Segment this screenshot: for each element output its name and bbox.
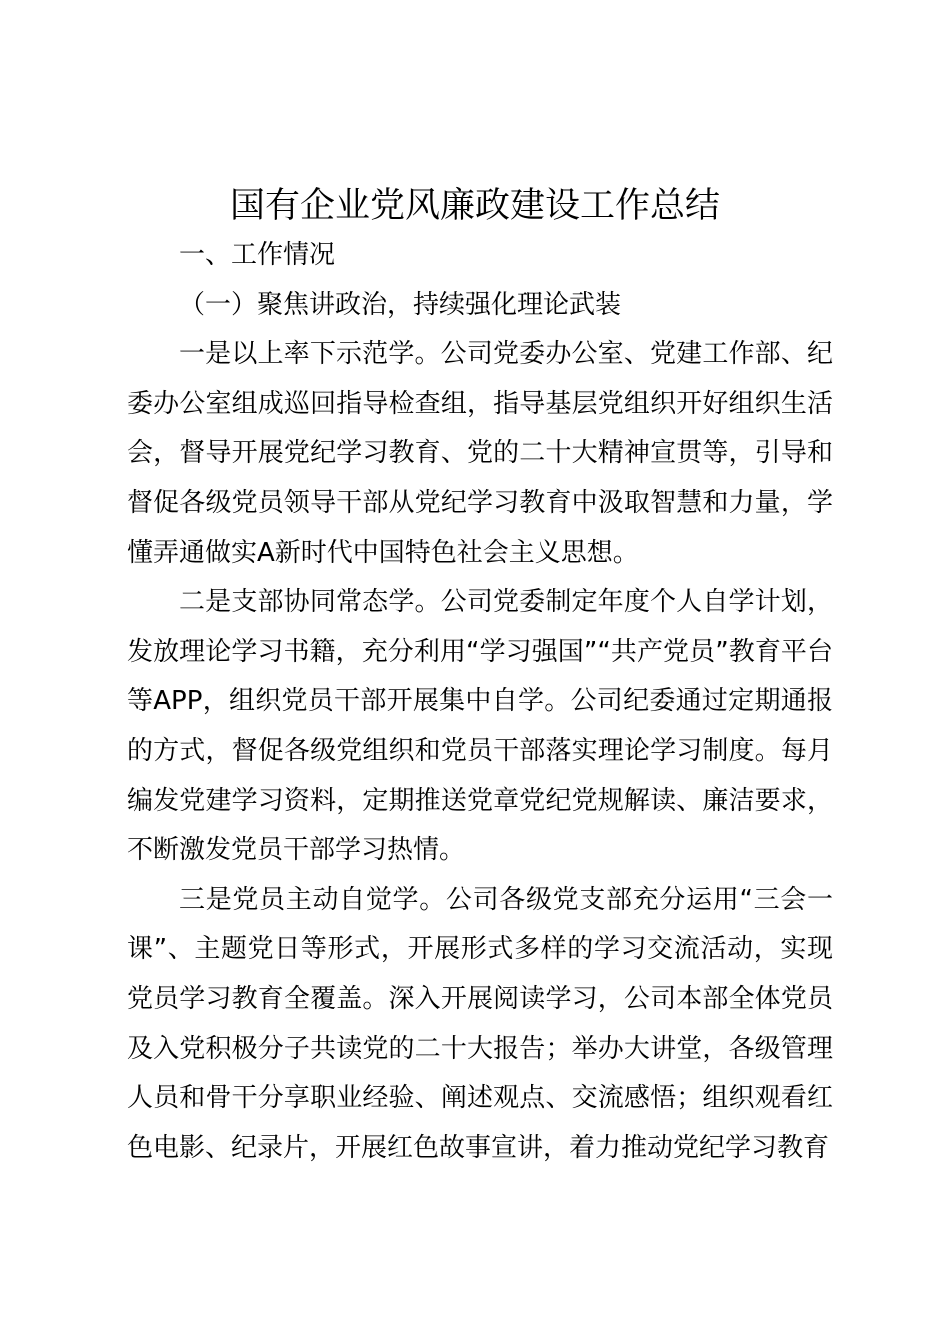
section-heading: 一、工作情况 — [179, 240, 336, 270]
paragraph-2: 二是支部协同常态学。公司党委制定年度个人自学计划，发放理论学习书籍，充分利用“学习强国”“共产党员”教育平台等APP，组织党员干部开展集中自学。公司纪委通过定期通报的方式，督促各级党组织和党员干部落实理论学习制度。每月编发党建学习资料，定期推送党章党纪党规解读、廉洁要求，不断激发党员干部学习热情。 — [127, 587, 833, 866]
paragraph-3: 三是党员主动自觉学。公司各级党支部充分运用“三会一课”、主题党日等形式，开展形式多样的学习交流活动，实现党员学习教育全覆盖。深入开展阅读学习，公司本部全体党员及入党积极分子共读党的二十大报告；举办大讲堂，各级管理人员和骨干分享职业经验、阐述观点、交流感悟；组织观看红色电影、纪录片，开展红色故事宣讲，着力推动党纪学习教育 — [127, 884, 833, 1163]
document-body — [127, 231, 833, 1173]
paragraph-1: 一是以上率下示范学。公司党委办公室、党建工作部、纪委办公室组成巡回指导检查组，指导基层党组织开好组织生活会，督导开展党纪学习教育、党的二十大精神宣贯等，引导和督促各级党员领导干部从党纪学习教育中汲取智慧和力量，学懂弄通做实A新时代中国特色社会主义思想。 — [127, 339, 833, 568]
subsection-heading: （一）聚焦讲政治，持续强化理论武装 — [179, 289, 622, 320]
document-title: 国有企业党风廉政建设工作总结 — [229, 186, 720, 226]
